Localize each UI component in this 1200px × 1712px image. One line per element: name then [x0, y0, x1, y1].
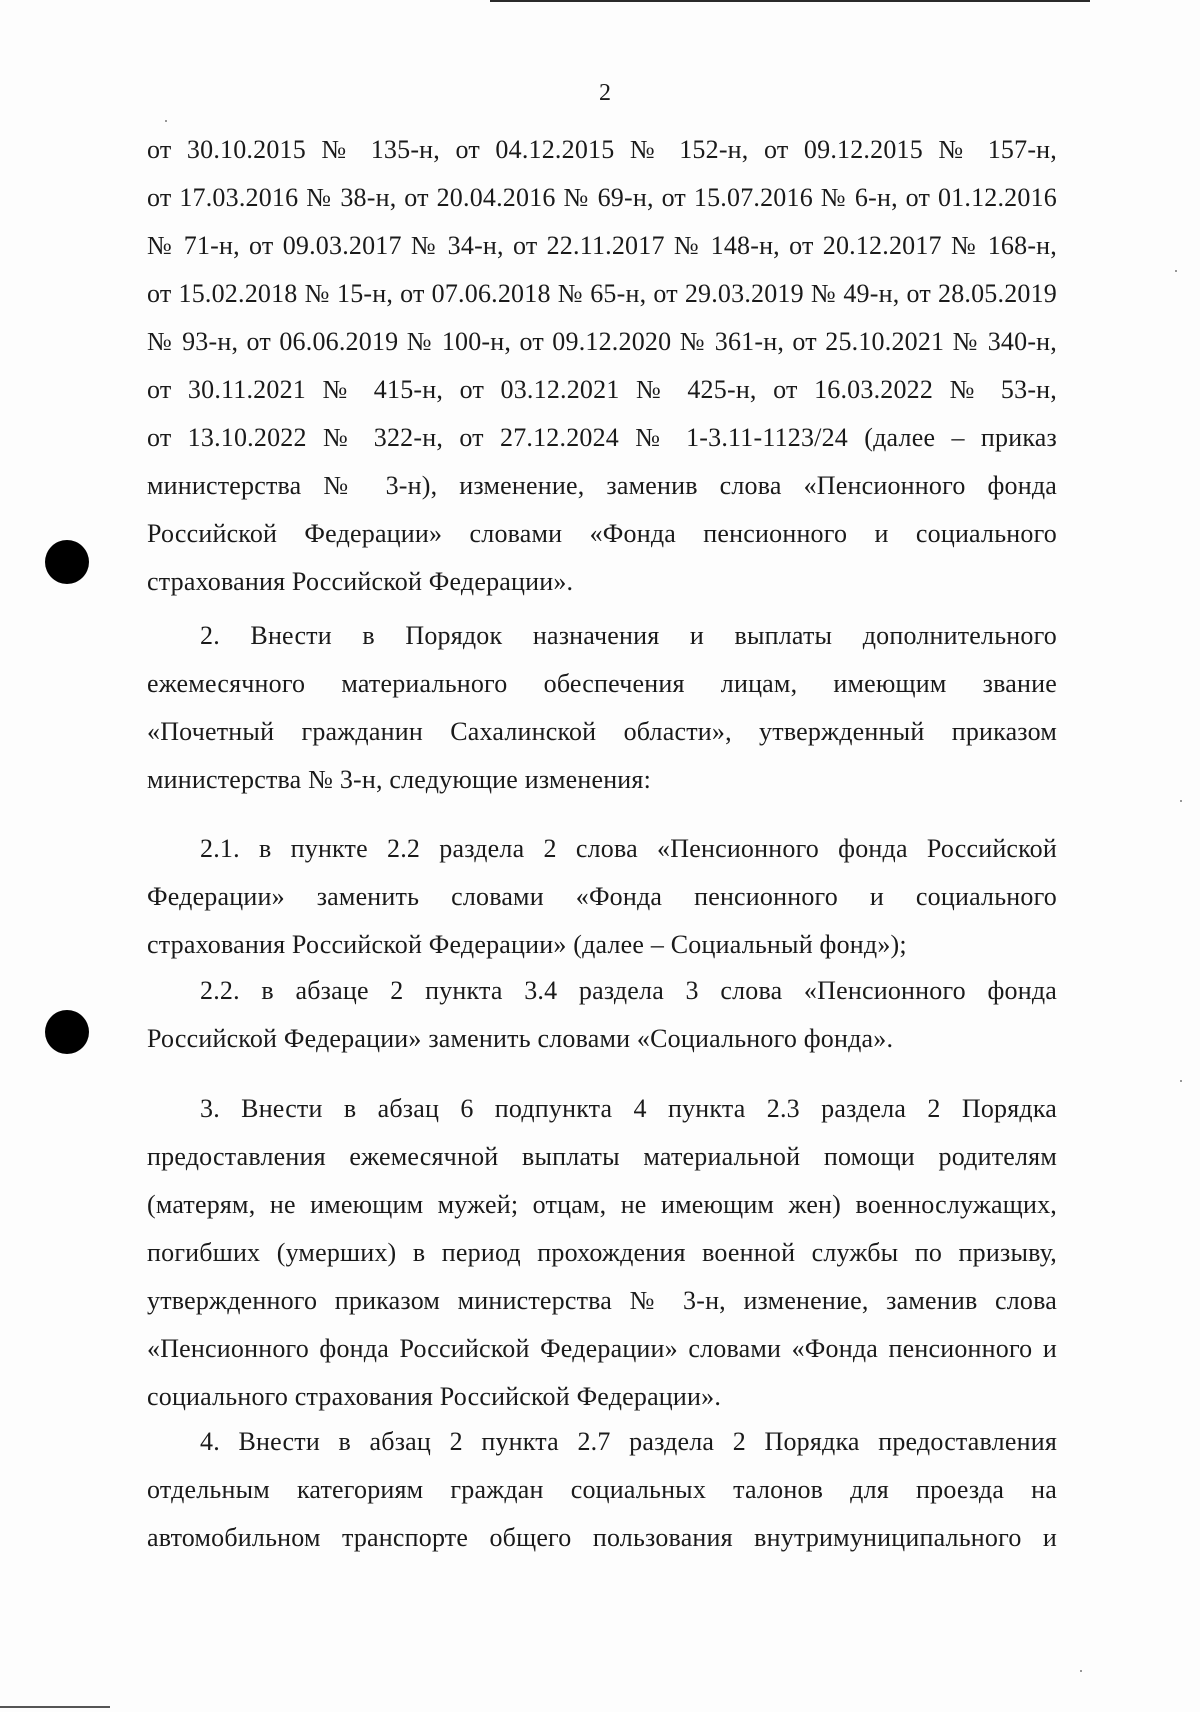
paragraph-item-2	[147, 612, 1057, 804]
paragraph-item-3	[147, 1085, 1057, 1421]
text-line: утвержденного приказом министерства № 3-н, изменение, заменив слова	[147, 1286, 1057, 1315]
text-line: страхования Российской Федерации» (далее – Социальный фонд»);	[147, 930, 907, 959]
top-edge-line	[490, 0, 1090, 2]
page-number: 2	[599, 80, 611, 106]
scan-speck	[1175, 270, 1177, 272]
paragraph-item-2-1	[147, 825, 1057, 969]
text-line: отдельным категориям граждан социальных талонов для проезда на	[147, 1475, 1057, 1504]
text-line: от 30.11.2021 № 415-н, от 03.12.2021 № 425-н, от 16.03.2022 № 53-н,	[147, 375, 1057, 404]
text-line: (матерям, не имеющим мужей; отцам, не имеющим жен) военнослужащих,	[147, 1190, 1057, 1219]
paragraph-item-4	[147, 1418, 1057, 1562]
text-line: 3. Внести в абзац 6 подпункта 4 пункта 2.3 раздела 2 Порядка	[200, 1094, 1057, 1123]
text-line: Федерации» заменить словами «Фонда пенсионного и социального	[147, 882, 1057, 911]
text-line: 2.2. в абзаце 2 пункта 3.4 раздела 3 слова «Пенсионного фонда	[200, 976, 1057, 1005]
text-line: «Почетный гражданин Сахалинской области», утвержденный приказом	[147, 717, 1057, 746]
text-line: 4. Внести в абзац 2 пункта 2.7 раздела 2 Порядка предоставления	[200, 1427, 1057, 1456]
text-line: министерства № 3-н), изменение, заменив слова «Пенсионного фонда	[147, 471, 1057, 500]
paragraph-item-2-2	[147, 967, 1057, 1063]
text-line: от 13.10.2022 № 322-н, от 27.12.2024 № 1-3.11-1123/24 (далее – приказ	[147, 423, 1057, 452]
text-line: предоставления ежемесячной выплаты материальной помощи родителям	[147, 1142, 1057, 1171]
text-line: ежемесячного материального обеспечения лицам, имеющим звание	[147, 669, 1057, 698]
text-line: Российской Федерации» словами «Фонда пенсионного и социального	[147, 519, 1057, 548]
text-line: от 17.03.2016 № 38-н, от 20.04.2016 № 69-н, от 15.07.2016 № 6-н, от 01.12.2016	[147, 183, 1057, 212]
text-line: 2. Внести в Порядок назначения и выплаты дополнительного	[200, 621, 1057, 650]
scan-speck	[1180, 1080, 1182, 1082]
text-line: № 71-н, от 09.03.2017 № 34-н, от 22.11.2017 № 148-н, от 20.12.2017 № 168-н,	[147, 231, 1057, 260]
bottom-edge-line	[0, 1706, 110, 1708]
text-line: от 15.02.2018 № 15-н, от 07.06.2018 № 65-н, от 29.03.2019 № 49-н, от 28.05.2019	[147, 279, 1057, 308]
text-line: 2.1. в пункте 2.2 раздела 2 слова «Пенсионного фонда Российской	[200, 834, 1057, 863]
text-line: страхования Российской Федерации».	[147, 567, 574, 596]
text-line: от 30.10.2015 № 135-н, от 04.12.2015 № 152-н, от 09.12.2015 № 157-н,	[147, 135, 1057, 164]
text-line: № 93-н, от 06.06.2019 № 100-н, от 09.12.2020 № 361-н, от 25.10.2021 № 340-н,	[147, 327, 1057, 356]
punch-hole-top	[45, 540, 89, 584]
text-line: автомобильном транспорте общего пользования внутримуниципального и	[147, 1523, 1057, 1552]
paragraph-amendments-list	[147, 126, 1057, 606]
punch-hole-bottom	[45, 1010, 89, 1054]
scan-speck	[165, 120, 167, 122]
scan-speck	[1180, 800, 1182, 802]
text-line: «Пенсионного фонда Российской Федерации» словами «Фонда пенсионного и	[147, 1334, 1057, 1363]
scan-speck	[1080, 1670, 1082, 1672]
text-line: министерства № 3-н, следующие изменения:	[147, 765, 652, 794]
text-line: Российской Федерации» заменить словами «Социального фонда».	[147, 1024, 894, 1053]
text-line: погибших (умерших) в период прохождения военной службы по призыву,	[147, 1238, 1057, 1267]
text-line: социального страхования Российской Федерации».	[147, 1382, 722, 1411]
